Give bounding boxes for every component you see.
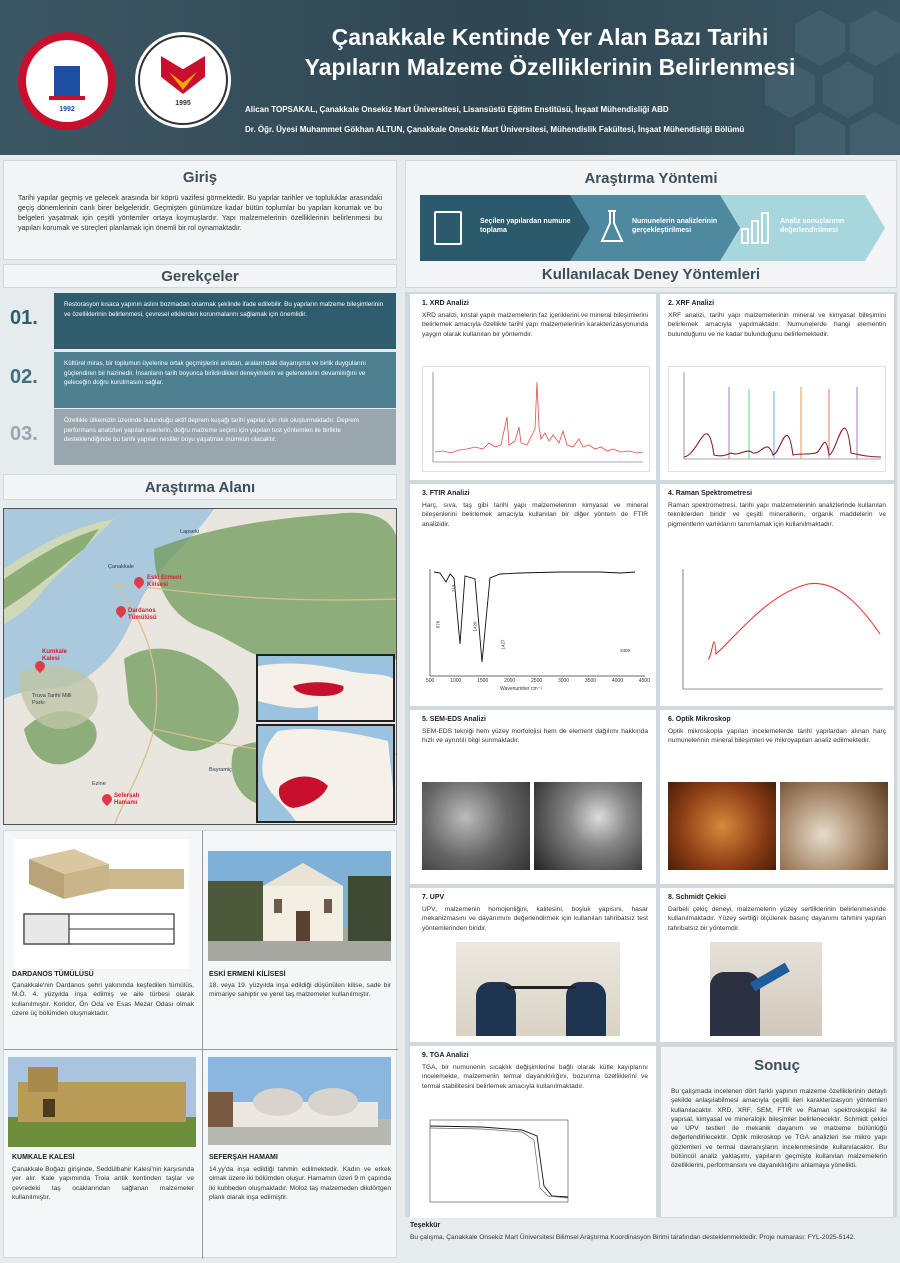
method-steps bbox=[420, 195, 885, 261]
method-text: XRD analizi, kristal yapılı malzemelerin faz içeriklerini ve mineral bileşimlerini belirlemek amacıyla özellikle tarihi yapı malzemelerinin karakterizasyonunda yaygın olarak kullanılan bir yöntemdir. bbox=[422, 312, 648, 338]
method-title: 6. Optik Mikroskop bbox=[668, 716, 731, 723]
sem-image bbox=[534, 782, 642, 870]
ftir-tick: 1000 bbox=[450, 678, 462, 684]
gerekce-text: Kültürel miras, bir toplumun üyelerine ortak geçmişlerini anlatan, aralarındaki dayanışma ve birlik duygularını güçlendiren bir hazinedir. İnsanların tarih boyunca biriktirdikleri deneyimlerin ve geleneklerin devamlılığını ve geleceğin doğru kurulmasını sağlar. bbox=[54, 352, 396, 408]
gerekce-item bbox=[10, 409, 396, 465]
eski-ermeni-photo bbox=[208, 851, 391, 961]
logo2-year: 1995 bbox=[175, 100, 191, 107]
map-label-seferşah: Seferşah Hamamı bbox=[114, 793, 140, 806]
title-line-1: Çanakkale Kentinde Yer Alan Bazı Tarihi bbox=[331, 24, 769, 50]
method-sem-eds bbox=[410, 710, 656, 884]
yontem-title: Araştırma Yöntemi bbox=[584, 170, 718, 187]
deney-title: Kullanılacak Deney Yöntemleri bbox=[541, 266, 761, 283]
method-title: 9. TGA Analizi bbox=[422, 1052, 469, 1059]
map-label-lapseki: Lapseki bbox=[180, 529, 199, 535]
gerekce-text: Restorasyon kısaca yapının aslını bozmadan onarmak şeklinde ifade edilebilir. Bu yapıların malzeme bileşimlerinin ve özelliklerinin belirlenmesi, çevresel etkilerden korunmalarını sağlamak için önemlidir. bbox=[54, 293, 396, 349]
sem-image bbox=[422, 782, 530, 870]
gerekce-text: Özellikle ülkemizin üzerinde bulunduğu aktif deprem kuşağı tarihi yapılar için risk oluşturmaktadır. Deprem performans analizleri yapılan eserlerin, doğru malzeme seçimi için yapılan test yöntemleri ile birlikte desteklendiğinde bu tarihi yapıları nesiller boyu yaşatmak mümkün olacaktır. bbox=[54, 409, 396, 465]
step-label: Numunelerin analizlerinin gerçekleştirilmesi bbox=[632, 218, 718, 234]
author-1: Alican TOPSAKAL, Çanakkale Onsekiz Mart Üniversitesi, Lisansüstü Eğitim Enstitüsü, İnşaat Mühendisliği ABD bbox=[245, 105, 669, 114]
method-schmidt bbox=[660, 888, 894, 1042]
method-tga bbox=[410, 1046, 656, 1218]
inset-map-province bbox=[256, 724, 395, 823]
building-name: SEFERŞAH HAMAMI bbox=[209, 1154, 278, 1161]
method-xrf bbox=[660, 294, 894, 480]
title-line-2: Yapıların Malzeme Özelliklerinin Belirlenmesi bbox=[304, 54, 796, 80]
method-title: 5. SEM-EDS Analizi bbox=[422, 716, 486, 723]
bar-chart-icon bbox=[740, 209, 770, 245]
map-label-bayramic: Bayramiç bbox=[209, 767, 232, 773]
gerekce-number: 03. bbox=[10, 423, 38, 445]
gerekce-item bbox=[10, 293, 396, 349]
giris-panel bbox=[3, 160, 397, 260]
ftir-peak-label: 1427 bbox=[500, 639, 506, 650]
step-label: Seçilen yapılardan numune toplama bbox=[480, 218, 571, 234]
giris-title: Giriş bbox=[182, 169, 218, 186]
logo1-year: 1992 bbox=[59, 106, 75, 113]
tesekkur-title: Teşekkür bbox=[410, 1222, 441, 1229]
ftir-tick: 2500 bbox=[531, 678, 543, 684]
ftir-x-axis-label: Wavenumber cm⁻¹ bbox=[500, 686, 542, 692]
dardanos-drawing bbox=[14, 839, 189, 969]
poster-title bbox=[250, 22, 850, 82]
author-2: Dr. Öğr. Üyesi Muhammet Gökhan ALTUN, Çanakkale Onsekiz Mart Üniversitesi, Mühendislik Fakültesi, İnşaat Mühendisliği Bölümü bbox=[245, 125, 745, 134]
step-label: Analiz sonuçlarının değerlendirilmesi bbox=[780, 218, 845, 234]
method-raman bbox=[660, 484, 894, 706]
building-name: DARDANOS TÜMÜLÜSÜ bbox=[12, 971, 94, 978]
buildings-panel bbox=[3, 830, 397, 1258]
gerekceler-header bbox=[3, 264, 397, 288]
upv-photo bbox=[456, 942, 620, 1036]
map-label-ezine: Ezine bbox=[92, 781, 106, 787]
method-title: 2. XRF Analizi bbox=[668, 300, 715, 307]
arastirma-alani-header bbox=[3, 474, 397, 500]
map-label-eski-ermeni: Eski Ermeni Kilisesi bbox=[147, 575, 182, 588]
tesekkur-block bbox=[410, 1222, 894, 1260]
sonuc-title: Sonuç bbox=[754, 1057, 800, 1074]
ftir-tick: 500 bbox=[426, 678, 435, 684]
building-text: Çanakkale'nin Dardanos şehri yakınında keşfedilen tümülüs, M.Ö. 4. yüzyılda inşa edilmiş ve aile türbesi olarak kullanılmıştır. Koridor, Ön Oda ve Esas Mezar Odası olmak üzere üç bölümden oluşmaktadır. bbox=[12, 982, 194, 1017]
method-title: 1. XRD Analizi bbox=[422, 300, 469, 307]
sonuc-text: Bu çalışmada incelenen dört farklı yapının malzeme özelliklerinin detaylı şekilde anlaşılabilmesi amacıyla çeşitli ileri karakterizasyon yöntemleri kullanılacaktır. XRD, XRF, SEM, FTIR ve Raman spektroskopisi ile yapısal, kimyasal ve mineralojik bileşimler belirlenecektir. Schmidt çekici ve UPV testleri ile mekanik dayanım ve malzeme bütünlüğü değerlendirilecektir. Optik mikroskop ve TGA analizleri ise mikro yapı gözlemleri ve termal davranışların incelenmesinde kullanılacaktır. Bu bütüncül analiz yaklaşımı, yapıların geçmişte kullanılan malzemelerin özelliklerini, performansını ve dayanıklılığını anlamaya yönelikti. bbox=[671, 1088, 887, 1170]
tga-chart bbox=[422, 1116, 572, 1212]
kumkale-photo bbox=[8, 1057, 196, 1147]
ftir-tick: 1500 bbox=[477, 678, 489, 684]
flask-icon bbox=[600, 209, 624, 245]
building-text: 14.yy'da inşa edildiği tahmin edilmektedir. Kadın ve erkek olmak üzere iki bölümden oluşur. Hamamın üzeri 9 m çapında iki kubbeden oluşmaktadır. Moloz taş malzemeden dikdörtgen planlı olarak inşa edilmiştir. bbox=[209, 1166, 391, 1201]
university-logo bbox=[18, 32, 116, 130]
raman-chart bbox=[668, 564, 886, 699]
ftir-peak-label: 1420 bbox=[472, 621, 478, 632]
schmidt-photo bbox=[710, 942, 822, 1036]
faculty-logo bbox=[135, 32, 231, 128]
ftir-tick: 4000 bbox=[611, 678, 624, 684]
ftir-peak-label: 3409 bbox=[620, 648, 631, 653]
study-area-map bbox=[3, 508, 397, 825]
ftir-tick: 3500 bbox=[584, 678, 597, 684]
ftir-chart bbox=[420, 564, 650, 694]
ftir-peak-label: 876 bbox=[435, 620, 441, 629]
building-text: 18. veya 19. yüzyılda inşa edildiği düşünülen kilise, sade bir mimariye sahiptir ve yerel taş malzemeler kullanılmıştır. bbox=[209, 982, 391, 999]
ftir-peak-label: 713 bbox=[451, 584, 457, 593]
method-text: SEM-EDS tekniği hem yüzey morfolojisi hem de element dağılımı hakkında hızlı ve ayrıntılı bilgi sunmaktadır. bbox=[422, 728, 648, 745]
gerekceler-title: Gerekçeler bbox=[161, 268, 239, 285]
inset-map-region bbox=[256, 654, 395, 722]
ftir-tick: 2000 bbox=[504, 678, 516, 684]
poster-header bbox=[0, 0, 900, 155]
gerekce-number: 01. bbox=[10, 307, 38, 329]
method-text: Darbeli çekiç deneyi, malzemelerin yüzey sertliklerinin belirlenmesinde kullanılmaktadır. Yüzey sertliği ölçülerek basınç dayanımı tahmini yapılan tahribatsız bir yöntemdir. bbox=[668, 906, 886, 932]
method-optik bbox=[660, 710, 894, 884]
building-text: Çanakkale Boğazı girişinde, Seddülbahir Kalesi'nin karşısında yer alır. Kale yapımında Troia antik kentinden taşlar ve çevredeki taş ocaklarından sağlanan malzemeler kullanılmıştır. bbox=[12, 1166, 194, 1201]
building-name: KUMKALE KALESİ bbox=[12, 1154, 75, 1161]
giris-text: Tarihi yapılar geçmiş ve gelecek arasında bir köprü vazifesi görmektedir. Bu yapılar tarihler ve topluluklar arasındaki geçiş dönemlerinin canlı birer belgeleridir. Geçmişten günümüze kadar bütün toplumlar bu yapıları korumak ve bu belgeleri yaşatmak için çeşitli yöntemler ortaya koymuşlardır. Yapı malzemelerinin özelliklerinin belirlenmesi bu yapıları korumak ve süreçleri planlamak için önemli bir rol oynamaktadır. bbox=[18, 195, 382, 232]
map-label-truva: Truva Tarihi Milli Parkı bbox=[32, 693, 72, 706]
gerekce-number: 02. bbox=[10, 366, 38, 388]
method-xrd bbox=[410, 294, 656, 480]
tesekkur-text: Bu çalışma, Çanakkale Onsekiz Mart Üniversitesi Bilimsel Araştırma Koordinasyon Birimi tarafından desteklenmektedir. Proje numarası: FYL-2025-5142. bbox=[410, 1234, 856, 1241]
method-text: XRF analizi, tarihi yapı malzemelerinin mineral ve kimyasal bileşimini belirlemek amacıyla yapılmaktadır. Numunelerde hangi elementin bulunduğunu ve ne kadar bulunduğunu belirlemektedir. bbox=[668, 312, 886, 338]
method-text: Harç, sıva, taş gibi tarihi yapı malzemelerinin kimyasal ve mineral bileşenlerini belirlemek amacıyla kullanılan bir diğer yöntem de FTIR analizidir. bbox=[422, 502, 648, 528]
method-ftir bbox=[410, 484, 656, 706]
map-label-dardanos: Dardanos Tümülüsü bbox=[128, 608, 157, 621]
sonuc-panel bbox=[660, 1046, 894, 1218]
arastirma-alani-title: Araştırma Alanı bbox=[144, 479, 256, 496]
gerekce-item bbox=[10, 352, 396, 408]
microscope-image bbox=[780, 782, 888, 870]
microscope-image bbox=[668, 782, 776, 870]
method-text: Raman spektrometresi, tarihi yapı malzemelerinin analizlerinde kullanılan tekniklerden biridir ve çeşitli minerallerin, organik maddelerin ve pigmentlerin varlıklarını tanımlamak için kullanılmaktadır. bbox=[668, 502, 886, 528]
document-search-icon bbox=[434, 211, 462, 245]
xrd-chart bbox=[422, 366, 650, 472]
method-text: Optik mikroskopla yapılan incelemelerde tarihi yapılardan alınan harç numunelerinin mineral bileşimleri ve mikroyapıları analiz edilmektedir. bbox=[668, 728, 886, 745]
map-label-kumkale: Kumkale Kalesi bbox=[42, 649, 68, 662]
ftir-tick: 3000 bbox=[557, 678, 570, 684]
xrf-chart bbox=[668, 366, 886, 472]
method-upv bbox=[410, 888, 656, 1042]
method-title: 3. FTIR Analizi bbox=[422, 490, 470, 497]
method-title: 4. Raman Spektrometresi bbox=[668, 490, 753, 497]
method-title: 7. UPV bbox=[422, 894, 445, 901]
method-text: UPV, malzemenin homojenliğini, kalitesini, boşluk yapısını, hasar mekanizmasını ve dayanımını değerlendirmek için kullanılan tahribatsız test yöntemlerinden biridir. bbox=[422, 906, 648, 932]
method-text: TGA, bir numunenin sıcaklık değişimlerine bağlı olarak kütle kayıplarını incelemekte, malzemenin termal dayanıklılığını, bozunma özelliklerini ve termal stabilitesini belirlemek amacıyla kullanılmaktadır. bbox=[422, 1064, 648, 1090]
ftir-tick: 4500 bbox=[638, 678, 650, 684]
building-name: ESKİ ERMENİ KİLİSESİ bbox=[209, 971, 286, 978]
authors-block bbox=[245, 100, 885, 140]
deney-header bbox=[405, 266, 897, 290]
method-title: 8. Schmidt Çekici bbox=[668, 894, 726, 901]
ftir-tick-labels bbox=[426, 678, 650, 684]
map-label-canakkale: Çanakkale bbox=[108, 564, 134, 570]
seferşah-photo bbox=[208, 1057, 391, 1145]
